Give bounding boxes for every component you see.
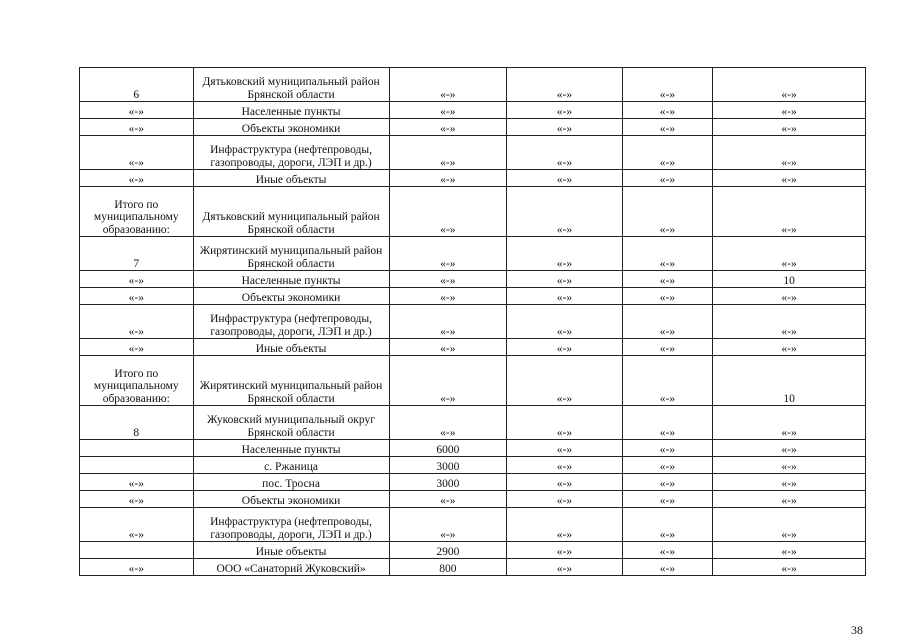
- value-cell: «-»: [713, 339, 866, 356]
- row-number-cell: «-»: [80, 508, 194, 542]
- row-number-cell: 8: [80, 406, 194, 440]
- object-name-cell: Инфраструктура (нефтепроводы, газопроводы, дороги, ЛЭП и др.): [193, 508, 389, 542]
- value-cell: 800: [389, 559, 507, 576]
- object-name-cell: Населенные пункты: [193, 271, 389, 288]
- value-cell: «-»: [622, 356, 712, 406]
- object-name-cell: Населенные пункты: [193, 102, 389, 119]
- table-row: [80, 474, 866, 491]
- value-cell: «-»: [622, 136, 712, 170]
- data-table: [79, 67, 866, 576]
- value-cell: «-»: [389, 136, 507, 170]
- value-cell: «-»: [713, 170, 866, 187]
- row-number-cell: 6: [80, 68, 194, 102]
- object-name-cell: пос. Тросна: [193, 474, 389, 491]
- value-cell: «-»: [507, 508, 623, 542]
- row-number-cell: «-»: [80, 271, 194, 288]
- value-cell: «-»: [389, 119, 507, 136]
- table-row: [80, 68, 866, 102]
- table-row: [80, 559, 866, 576]
- value-cell: «-»: [389, 406, 507, 440]
- value-cell: 6000: [389, 440, 507, 457]
- value-cell: «-»: [389, 187, 507, 237]
- value-cell: «-»: [622, 288, 712, 305]
- table-row: [80, 187, 866, 237]
- row-number-cell: «-»: [80, 288, 194, 305]
- value-cell: «-»: [713, 119, 866, 136]
- value-cell: «-»: [507, 68, 623, 102]
- value-cell: «-»: [389, 237, 507, 271]
- value-cell: «-»: [389, 339, 507, 356]
- value-cell: «-»: [507, 271, 623, 288]
- value-cell: «-»: [622, 474, 712, 491]
- table-row: [80, 508, 866, 542]
- value-cell: «-»: [622, 237, 712, 271]
- value-cell: «-»: [507, 356, 623, 406]
- value-cell: «-»: [507, 339, 623, 356]
- value-cell: «-»: [622, 559, 712, 576]
- value-cell: «-»: [622, 406, 712, 440]
- value-cell: «-»: [389, 68, 507, 102]
- value-cell: «-»: [507, 491, 623, 508]
- value-cell: «-»: [389, 491, 507, 508]
- table-row: [80, 491, 866, 508]
- value-cell: «-»: [713, 406, 866, 440]
- value-cell: «-»: [507, 136, 623, 170]
- value-cell: «-»: [622, 508, 712, 542]
- value-cell: «-»: [622, 542, 712, 559]
- value-cell: «-»: [713, 508, 866, 542]
- object-name-cell: Объекты экономики: [193, 119, 389, 136]
- row-number-cell: «-»: [80, 474, 194, 491]
- value-cell: «-»: [713, 102, 866, 119]
- row-number-cell: 7: [80, 237, 194, 271]
- value-cell: «-»: [622, 187, 712, 237]
- object-name-cell: Населенные пункты: [193, 440, 389, 457]
- table-row: [80, 119, 866, 136]
- value-cell: «-»: [713, 440, 866, 457]
- value-cell: «-»: [507, 288, 623, 305]
- row-number-cell: [80, 542, 194, 559]
- value-cell: 3000: [389, 457, 507, 474]
- value-cell: «-»: [507, 119, 623, 136]
- value-cell: «-»: [713, 288, 866, 305]
- value-cell: 3000: [389, 474, 507, 491]
- table-row: [80, 288, 866, 305]
- object-name-cell: Жирятинский муниципальный район Брянской области: [193, 237, 389, 271]
- value-cell: «-»: [507, 457, 623, 474]
- value-cell: «-»: [622, 170, 712, 187]
- value-cell: «-»: [713, 68, 866, 102]
- table-row: [80, 237, 866, 271]
- row-number-cell: «-»: [80, 102, 194, 119]
- row-number-cell: «-»: [80, 559, 194, 576]
- value-cell: «-»: [507, 542, 623, 559]
- value-cell: «-»: [622, 102, 712, 119]
- value-cell: «-»: [622, 491, 712, 508]
- value-cell: «-»: [507, 102, 623, 119]
- value-cell: «-»: [622, 271, 712, 288]
- row-number-cell: «-»: [80, 491, 194, 508]
- value-cell: «-»: [389, 356, 507, 406]
- value-cell: «-»: [507, 440, 623, 457]
- row-number-cell: Итого по муниципальному образованию:: [80, 356, 194, 406]
- object-name-cell: Объекты экономики: [193, 288, 389, 305]
- value-cell: «-»: [389, 305, 507, 339]
- value-cell: «-»: [507, 559, 623, 576]
- table-row: [80, 102, 866, 119]
- value-cell: «-»: [507, 237, 623, 271]
- value-cell: «-»: [507, 187, 623, 237]
- value-cell: «-»: [713, 474, 866, 491]
- value-cell: 10: [713, 271, 866, 288]
- value-cell: «-»: [389, 271, 507, 288]
- value-cell: «-»: [713, 305, 866, 339]
- table-row: [80, 305, 866, 339]
- row-number-cell: «-»: [80, 119, 194, 136]
- value-cell: «-»: [713, 457, 866, 474]
- value-cell: «-»: [713, 187, 866, 237]
- object-name-cell: Иные объекты: [193, 542, 389, 559]
- value-cell: «-»: [622, 68, 712, 102]
- value-cell: «-»: [713, 559, 866, 576]
- value-cell: «-»: [507, 305, 623, 339]
- object-name-cell: Иные объекты: [193, 170, 389, 187]
- object-name-cell: Дятьковский муниципальный район Брянской области: [193, 68, 389, 102]
- value-cell: «-»: [389, 170, 507, 187]
- table-row: [80, 542, 866, 559]
- table-row: [80, 406, 866, 440]
- value-cell: «-»: [713, 542, 866, 559]
- value-cell: «-»: [622, 305, 712, 339]
- value-cell: «-»: [713, 237, 866, 271]
- table-row: [80, 440, 866, 457]
- row-number-cell: «-»: [80, 170, 194, 187]
- table-row: [80, 356, 866, 406]
- object-name-cell: Жирятинский муниципальный район Брянской области: [193, 356, 389, 406]
- value-cell: «-»: [713, 491, 866, 508]
- value-cell: «-»: [713, 136, 866, 170]
- object-name-cell: Инфраструктура (нефтепроводы, газопроводы, дороги, ЛЭП и др.): [193, 136, 389, 170]
- value-cell: «-»: [622, 119, 712, 136]
- value-cell: «-»: [389, 102, 507, 119]
- value-cell: 2900: [389, 542, 507, 559]
- table-row: [80, 271, 866, 288]
- page-number: 38: [851, 623, 863, 637]
- row-number-cell: «-»: [80, 339, 194, 356]
- row-number-cell: «-»: [80, 136, 194, 170]
- row-number-cell: [80, 440, 194, 457]
- value-cell: 10: [713, 356, 866, 406]
- object-name-cell: Жуковский муниципальный округ Брянской области: [193, 406, 389, 440]
- object-name-cell: с. Ржаница: [193, 457, 389, 474]
- value-cell: «-»: [622, 440, 712, 457]
- object-name-cell: Иные объекты: [193, 339, 389, 356]
- table-row: [80, 457, 866, 474]
- value-cell: «-»: [389, 288, 507, 305]
- value-cell: «-»: [507, 406, 623, 440]
- table-row: [80, 136, 866, 170]
- row-number-cell: «-»: [80, 305, 194, 339]
- value-cell: «-»: [389, 508, 507, 542]
- object-name-cell: Дятьковский муниципальный район Брянской области: [193, 187, 389, 237]
- table-row: [80, 170, 866, 187]
- row-number-cell: Итого по муниципальному образованию:: [80, 187, 194, 237]
- value-cell: «-»: [622, 457, 712, 474]
- row-number-cell: [80, 457, 194, 474]
- value-cell: «-»: [507, 170, 623, 187]
- object-name-cell: Объекты экономики: [193, 491, 389, 508]
- value-cell: «-»: [507, 474, 623, 491]
- object-name-cell: Инфраструктура (нефтепроводы, газопроводы, дороги, ЛЭП и др.): [193, 305, 389, 339]
- object-name-cell: ООО «Санаторий Жуковский»: [193, 559, 389, 576]
- table-row: [80, 339, 866, 356]
- value-cell: «-»: [622, 339, 712, 356]
